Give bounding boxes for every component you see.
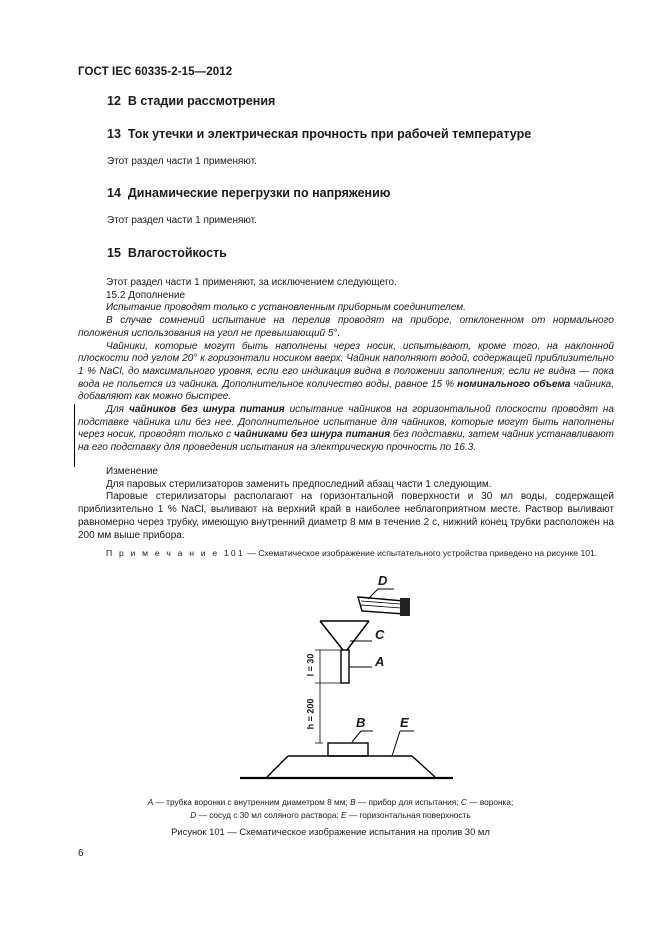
change-label: Изменение: [106, 466, 158, 477]
note-101: П р и м е ч а н и е 101 — Схематическое изображение испытательного устройства приведено на рисунке 101.: [106, 548, 598, 558]
paragraph-cordless-kettles: Для чайников без шнура питания испытание чайников на горизонтальной плоскости проводят на подставке чайника или без нее. Дополнительное испытание для чайников, которые могут быть наполнены через носик, проводят только с чайниками без шнура питания без подставки, затем чайник устанавливают на его подставку для проведения испытания на электрическую прочность по 16.3.: [78, 404, 615, 454]
section-15-intro: Этот раздел части 1 применяют, за исключением следующего.: [106, 277, 397, 288]
dim-l-anchor: [305, 653, 316, 677]
vessel-d: [358, 597, 410, 616]
dim-h-anchor: [305, 698, 316, 730]
label-c: C: [375, 627, 385, 642]
stand: [267, 756, 435, 777]
paragraph-connector: Испытание проводят только с установленным приборным соединителем.: [106, 302, 466, 314]
figure-legend-line-2: D — сосуд с 30 мл соляного раствора; E — горизонтальная поверхность: [190, 810, 471, 820]
funnel-c: [320, 621, 372, 650]
figure-101-diagram: [0, 570, 661, 795]
label-a: A: [375, 654, 385, 669]
paragraph-kettles-spout: Чайники, которые могут быть наполнены через носик, испытывают, кроме того, на наклонной плоскости под углом 20° к горизонтали носиком вверх. Чайник наполняют водой, содержащей приблизительно 1 % NaCl, до максимального уровня, если его индикация видна в положении заполнения; если не видна — пока вода не польется из чайника. Дополнительное количество воды, равное 15 % номинального объема чайника, добавляют как можно быстрее.: [78, 340, 614, 403]
section-13-heading: 13 Ток утечки и электрическая прочность при рабочей температуре: [107, 127, 532, 141]
device-b: [328, 731, 373, 756]
dimension-l-label: l = 30: [305, 653, 316, 677]
section-13-body: Этот раздел части 1 применяют.: [107, 156, 257, 167]
subclause-15-2: 15.2 Дополнение: [106, 289, 186, 301]
label-b: B: [356, 715, 366, 730]
change-bar: [74, 404, 75, 467]
standard-number: ГОСТ IEC 60335-2-15—2012: [78, 66, 233, 78]
label-d: D: [378, 573, 388, 588]
figure-title: Рисунок 101 — Схематическое изображение испытания на пролив 30 мл: [171, 826, 490, 837]
figure-legend-line-1: A — трубка воронки с внутренним диаметром 8 мм; B — прибор для испытания; C — воронка;: [147, 797, 514, 807]
section-14-heading: 14 Динамические перегрузки по напряжению: [107, 186, 391, 200]
dimension-lines: [315, 650, 341, 743]
dimension-h-label: h = 200: [305, 698, 316, 730]
paragraph-sterilizers: Паровые стерилизаторы располагают на горизонтальной поверхности и 30 мл воды, содержащей приблизительно 1 % NaCl, выливают на верхний край в наиболее неблагоприятном месте. Раствор выливают равномерно через трубку, имеющую внутренний диаметр 8 мм в течение 2 с, нижний конец трубки расположен на 200 мм выше прибора.: [78, 491, 614, 541]
section-12-heading: 12 В стадии рассмотрения: [107, 94, 276, 108]
paragraph-doubt: В случае сомнений испытание на перелив проводят на приборе, отклоненном от нормального положения использования на угол не превышающий 5°.: [78, 315, 614, 339]
section-15-heading: 15 Влагостойкость: [107, 246, 227, 260]
section-14-body: Этот раздел части 1 применяют.: [107, 215, 257, 226]
label-e: E: [400, 715, 409, 730]
paragraph-sterilizers-replace: Для паровых стерилизаторов заменить предпоследний абзац части 1 следующим.: [106, 478, 492, 490]
tube-a: [341, 650, 372, 683]
page-number: 6: [78, 848, 84, 859]
